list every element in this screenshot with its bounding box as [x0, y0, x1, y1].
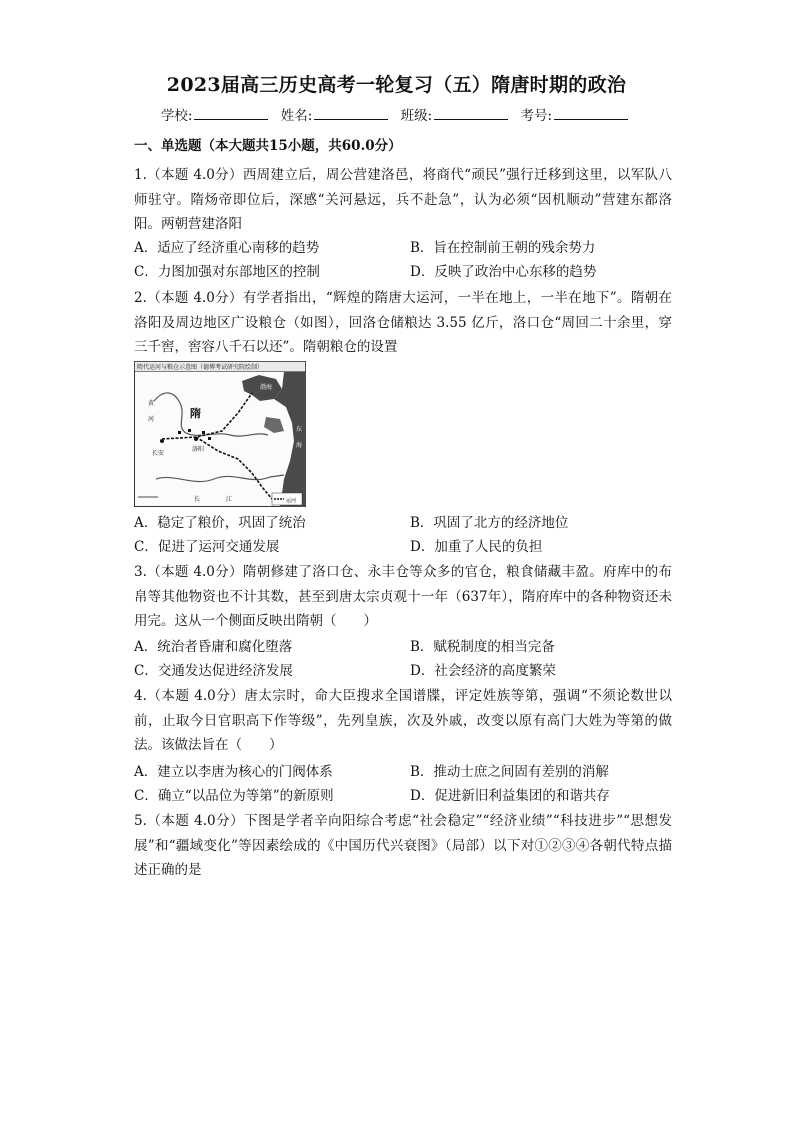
question-4-option-c[interactable]: C．确立“以品位为等第”的新原则 [134, 788, 334, 804]
question-1-option-d[interactable]: D．反映了政治中心东移的趋势 [410, 264, 597, 280]
class-label: 班级: [400, 108, 433, 124]
changan-marker [160, 439, 164, 443]
granary-marker [188, 429, 191, 432]
question-3-option-b[interactable]: B．赋税制度的相当完备 [410, 639, 555, 655]
map-label-changan: 长安 [152, 450, 165, 457]
map-label-bohai: 渤海 [260, 384, 273, 391]
granary-marker [208, 437, 211, 440]
question-2-option-b[interactable]: B．巩固了北方的经济地位 [410, 515, 569, 531]
name-blank [314, 107, 388, 120]
class-blank [434, 107, 508, 120]
question-3-stem: 3.（本题 4.0分）隋朝修建了洛口仓、永丰仓等众多的官仓，粮食储藏丰盈。府库中的布帛等其他物资也不计其数，甚至到唐太宗贞观十一年（637年），隋府库中的各种物资还未用完。这从一个侧面反映出隋朝（ ） [134, 564, 672, 629]
question-1-stem: 1.（本题 4.0分）西周建立后，周公营建洛邑，将商代“顽民”强行迁移到这里，以军队八师驻守。隋炀帝即位后，深感“关河悬远，兵不赴急”，认为必须“因机顺动”营建东都洛阳。两朝营建洛阳 [134, 167, 672, 232]
map-legend-label: 运河 [286, 498, 297, 504]
map-label-luoyang: 洛阳 [192, 446, 205, 453]
question-2-option-c[interactable]: C．促进了运河交通发展 [134, 539, 280, 555]
map-label-donghai-2: 海 [296, 442, 303, 449]
luoyang-marker [194, 437, 198, 441]
question-3-option-c[interactable]: C．交通发达促进经济发展 [134, 663, 293, 679]
map-label-huang: 黄 [148, 400, 155, 407]
question-3-option-a[interactable]: A．统治者昏庸和腐化堕落 [134, 639, 293, 655]
question-4-option-b[interactable]: B．推动士庶之间固有差别的消解 [410, 764, 609, 780]
school-blank [194, 107, 268, 120]
question-4-option-a[interactable]: A．建立以李唐为核心的门阀体系 [134, 764, 333, 780]
question-2-stem: 2.（本题 4.0分）有学者指出，“辉煌的隋唐大运河，一半在地上，一半在地下”。隋朝在洛阳及周边地区广设粮仓（如图），回洛仓储粮达 3.55 亿斤，洛口仓“周回二十余里，穿三千窖，窖容八千石以还”。隋朝粮仓的设置 [134, 290, 672, 355]
question-4-stem: 4.（本题 4.0分）唐太宗时，命大臣搜求全国谱牒，评定姓族等第，强调“不须论数世以前，止取今日官职高下作等级”，先列皇族，次及外戚，改变以原有高门大姓为等第的做法。该做法旨在（ ） [134, 688, 672, 753]
question-2-option-a[interactable]: A．稳定了粮价，巩固了统治 [134, 515, 306, 531]
question-4-option-d[interactable]: D．促进新旧利益集团的和谐共存 [410, 788, 610, 804]
granary-marker [178, 431, 181, 434]
map-label-chang: 长 [194, 496, 201, 503]
question-2-option-d[interactable]: D．加重了人民的负担 [410, 539, 543, 555]
sui-canal-granary-map [134, 361, 306, 507]
map-caption: 隋代运河与粮仓示意图（德博考试研究院绘制） [137, 364, 264, 371]
map-label-he: 河 [148, 416, 155, 423]
question-1-option-b[interactable]: B．旨在控制前王朝的残余势力 [410, 240, 596, 256]
exam-number-blank [554, 107, 628, 120]
map-label-donghai-1: 东 [296, 426, 303, 433]
exam-number-label: 考号: [520, 108, 553, 124]
question-5-stem: 5.（本题 4.0分）下图是学者辛向阳综合考虑“社会稳定”“经济业绩”“科技进步”“思想发展”和“疆域变化”等因素绘成的《中国历代兴衰图》（局部）以下对①②③④各朝代特点描述正确的是 [134, 813, 672, 878]
school-label: 学校: [160, 108, 193, 124]
question-1-option-a[interactable]: A．适应了经济重心南移的趋势 [134, 240, 320, 256]
section-heading: 一、单选题（本大题共15小题，共60.0分） [134, 138, 402, 154]
page-title: 2023届高三历史高考一轮复习（五）隋唐时期的政治 [166, 74, 627, 96]
question-1-option-c[interactable]: C．力图加强对东部地区的控制 [134, 264, 320, 280]
granary-marker [202, 431, 205, 434]
map-label-sui: 隋 [190, 407, 201, 420]
student-info-line [0, 104, 793, 124]
name-label: 姓名: [280, 108, 313, 124]
question-3-option-d[interactable]: D．社会经济的高度繁荣 [410, 663, 556, 679]
map-label-jiang: 江 [226, 496, 233, 503]
